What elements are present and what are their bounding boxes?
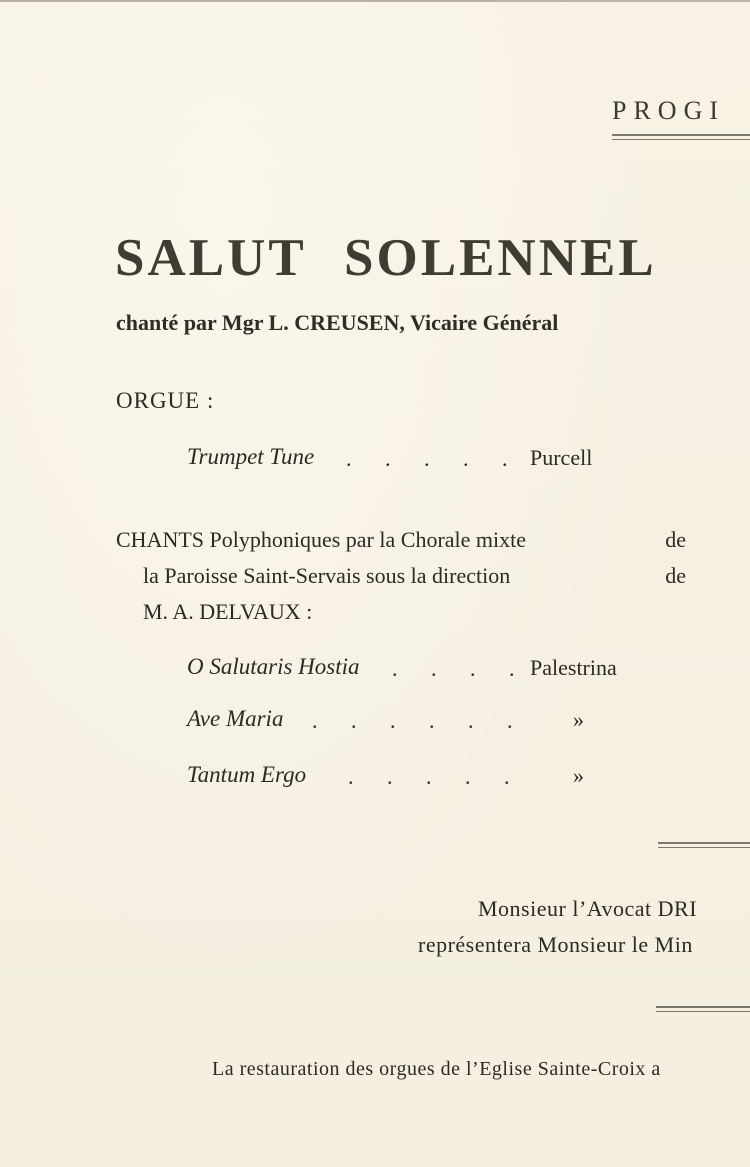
chants-line-2-text: la Paroisse Saint-Servais sous la direction xyxy=(143,563,511,588)
middle-double-rule xyxy=(658,842,750,848)
chants-line-1 xyxy=(116,522,686,558)
chants-line-3 xyxy=(116,594,686,630)
piece-composer-purcell: Purcell xyxy=(530,445,593,470)
piece-dots: . . . . xyxy=(392,656,529,681)
piece-composer-ditto: » xyxy=(573,763,584,788)
chants-line-2 xyxy=(116,558,686,594)
piece-dots: . . . . . . xyxy=(312,708,527,733)
chants-line-2-end: de xyxy=(665,563,686,588)
footer-text: La restauration des orgues de l’Eglise Sainte-Croix a xyxy=(212,1058,661,1080)
chants-paragraph xyxy=(116,522,686,630)
program-header-title: PROGI xyxy=(612,96,726,125)
main-subtitle: chanté par Mgr L. CREUSEN, Vicaire Général xyxy=(116,310,559,335)
notice-line-1: Monsieur l’Avocat DRI xyxy=(478,896,698,921)
piece-composer-ditto: » xyxy=(573,707,584,732)
chants-line-1-end: de xyxy=(665,527,686,552)
lower-double-rule xyxy=(656,1006,750,1012)
piece-title-ave-maria: Ave Maria xyxy=(187,706,284,731)
header-double-rule xyxy=(612,134,750,140)
main-title: SALUT SOLENNEL xyxy=(115,229,657,287)
chants-line-1-text: CHANTS Polyphoniques par la Chorale mixte xyxy=(116,527,527,552)
page-top-edge xyxy=(0,0,750,2)
piece-title-trumpet-tune: Trumpet Tune xyxy=(187,444,315,469)
notice-line-2: représentera Monsieur le Min xyxy=(418,932,693,957)
piece-title-tantum-ergo: Tantum Ergo xyxy=(187,762,307,787)
piece-title-o-salutaris: O Salutaris Hostia xyxy=(187,654,360,679)
piece-dots: . . . . . xyxy=(348,764,524,789)
orgue-section-label: ORGUE : xyxy=(116,388,215,413)
chants-director: M. A. DELVAUX : xyxy=(143,599,313,624)
piece-composer-palestrina: Palestrina xyxy=(530,655,617,680)
piece-dots: . . . . . xyxy=(346,446,522,471)
